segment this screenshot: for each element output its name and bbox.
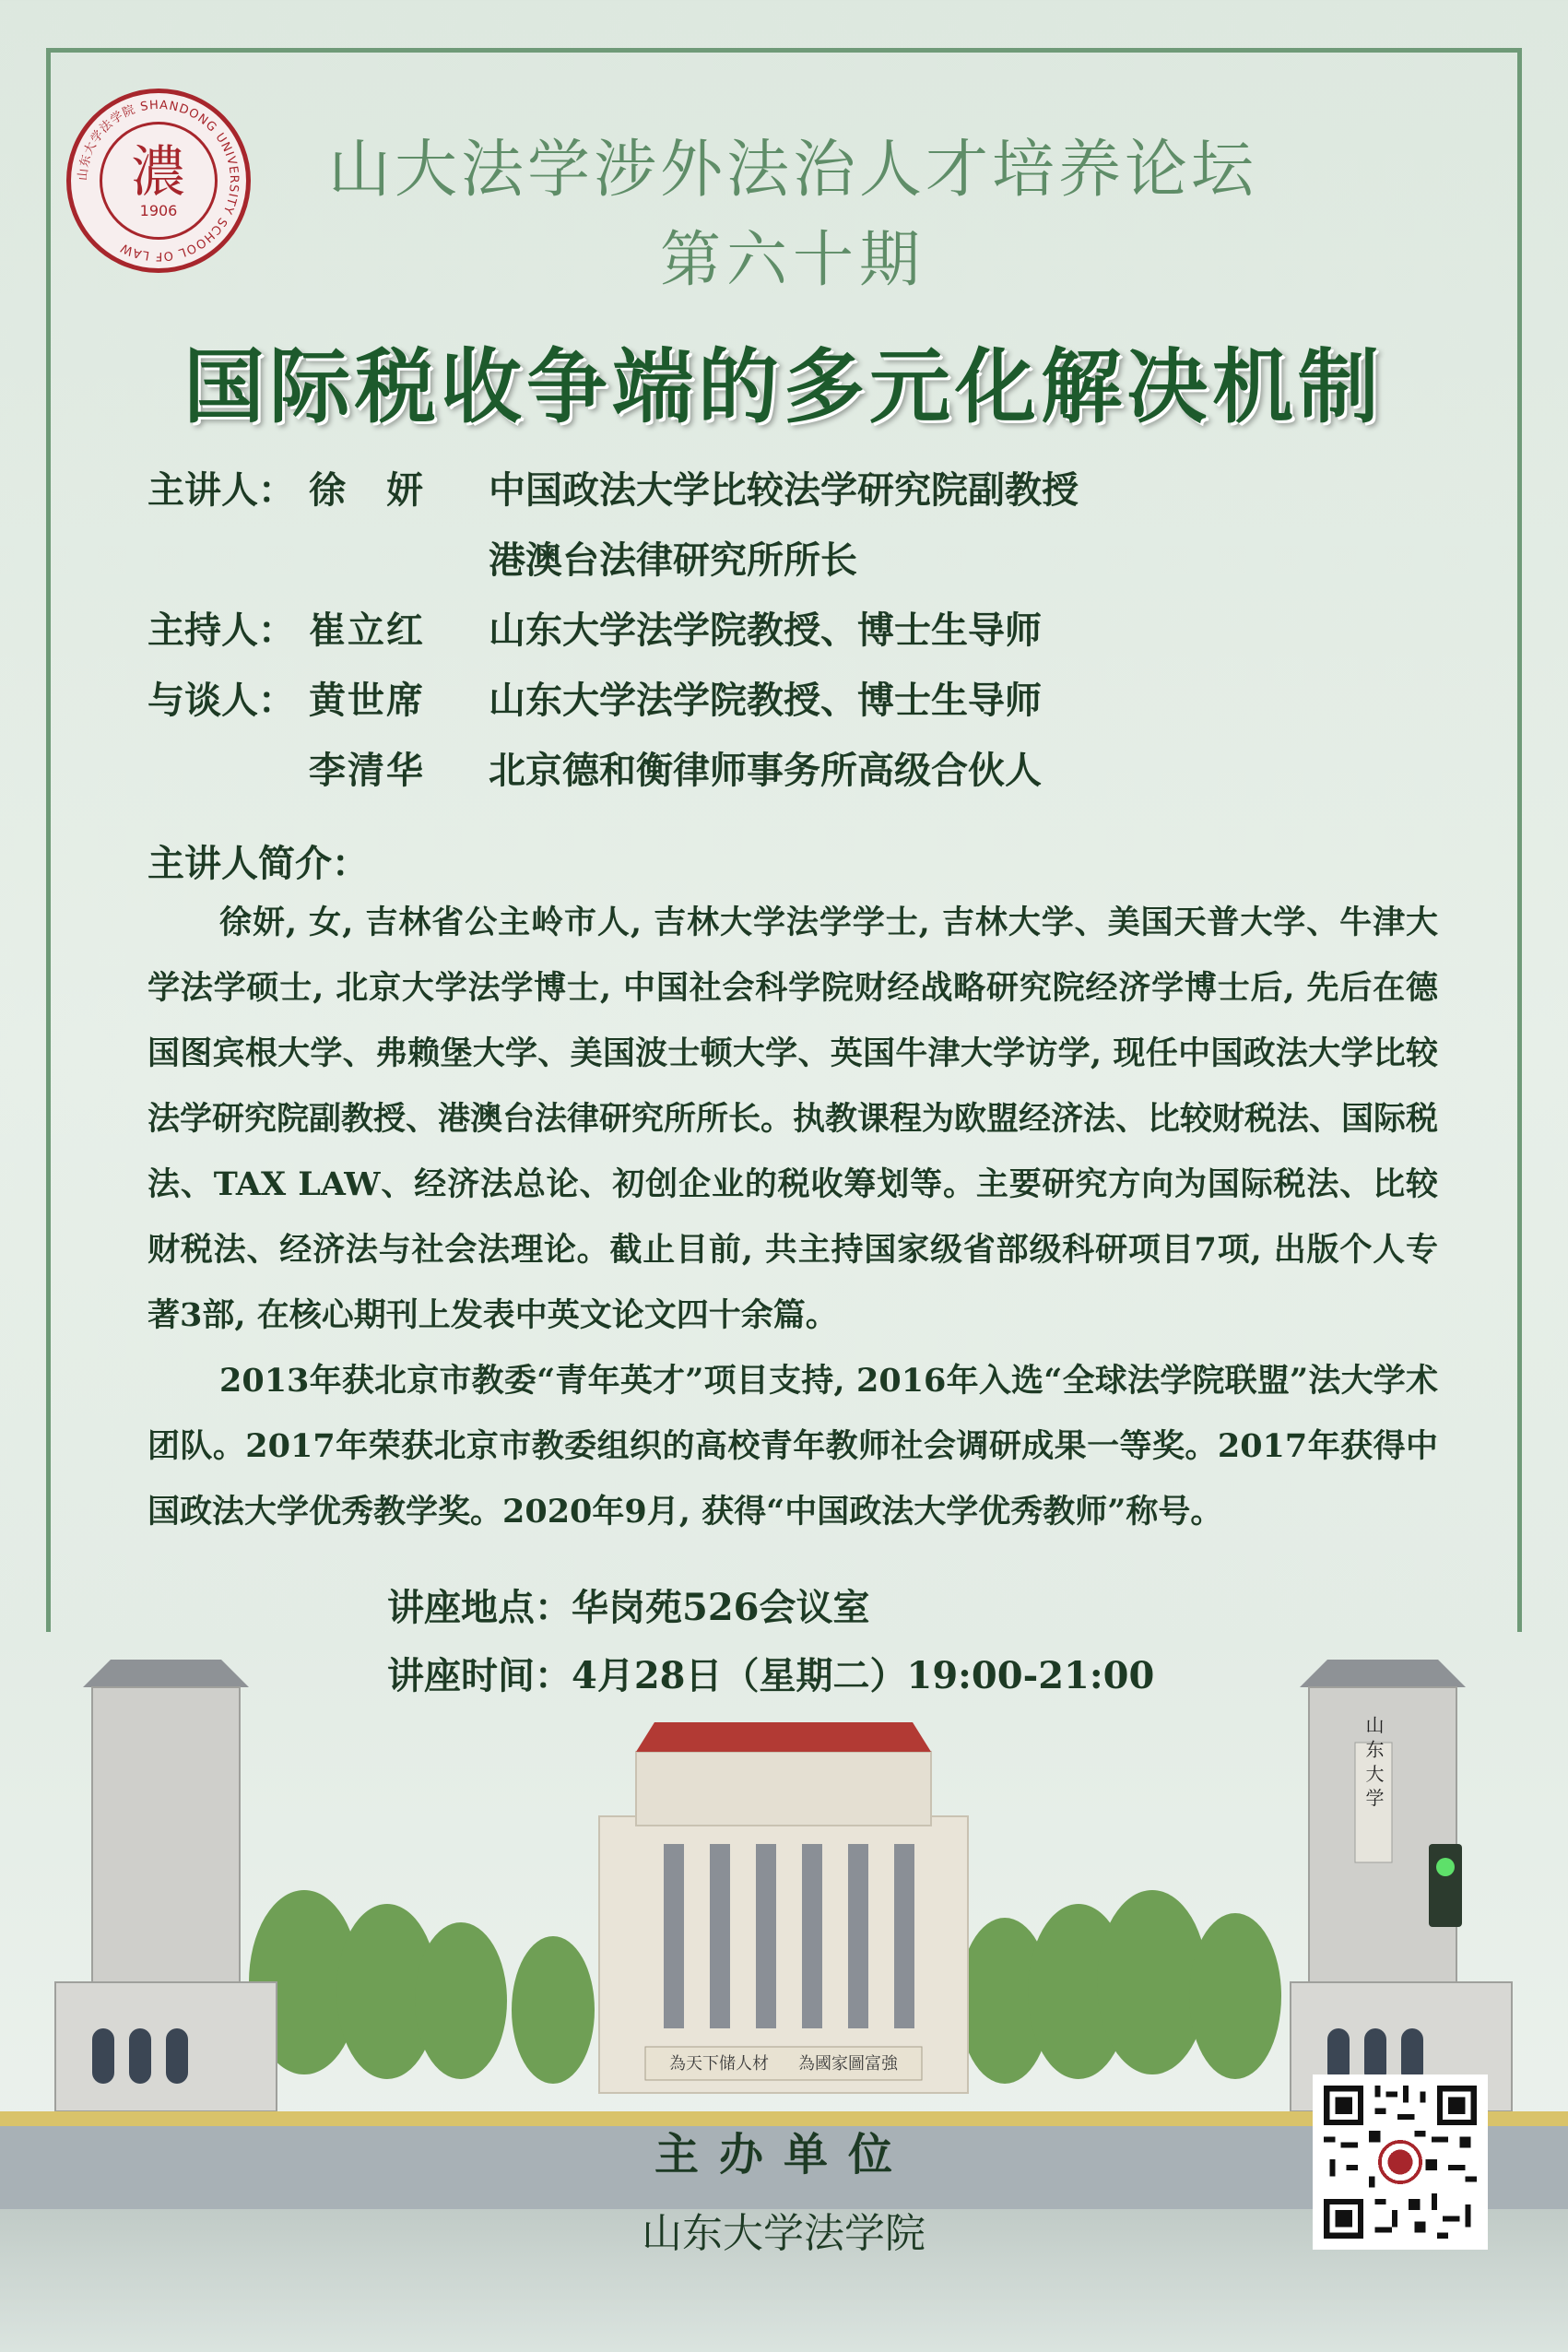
person-title: 山东大学法学院教授、博士生导师 — [489, 609, 1042, 652]
role-label: 与谈人： — [147, 679, 295, 722]
person-name: 黄世席 — [309, 679, 425, 722]
lecture-title: 国际税收争端的多元化解决机制 — [183, 339, 1384, 434]
forum-title: 山大法学涉外法治人才培养论坛 — [327, 134, 1257, 207]
location-value: 华岗苑526会议室 — [572, 1586, 870, 1629]
role-label: 主持人： — [147, 609, 295, 652]
speaker-row-2 — [147, 522, 1438, 592]
participants — [147, 452, 1438, 802]
discussant-row-2 — [147, 732, 1438, 802]
person-title: 中国政法大学比较法学研究院副教授 — [489, 468, 1079, 512]
school-seal-icon — [66, 89, 251, 273]
seal-glyph: 濃 — [131, 139, 186, 205]
time-row — [387, 1647, 1154, 1715]
person-title: 北京德和衡律师事务所高级合伙人 — [489, 749, 1042, 792]
discussant-row — [147, 662, 1438, 732]
person-name: 徐 妍 — [309, 468, 425, 512]
seal-ring-text: 山东大学法学院 SHANDONG UNIVERSITY SCHOOL OF LAW — [76, 98, 242, 264]
issue-number: 第六十期 — [660, 224, 925, 295]
gate-plaque: 山 东 大 学 — [1362, 1715, 1385, 1807]
lecture-info — [387, 1578, 1154, 1715]
location-row — [387, 1578, 1154, 1647]
bio-paragraph: 徐妍, 女, 吉林省公主岭市人, 吉林大学法学学士, 吉林大学、美国天普大学、牛津大学法学硕士, 北京大学法学博士, 中国社会科学院财经战略研究院经济学博士后, 先后在德国图宾根大学、弗赖堡大学、美国波士顿大学、英国牛津大学访学, 现任中国政法大学比较法学研究院副教授、港澳台法律研究所所长。执教课程为欧盟经济法、比较财税法、国际税法、TAX LAW、经济法总论、初创企业的税收筹划等。主要研究方向为国际税法、比较财税法、经济法与社会法理论。截止目前, 共主持国家级省部级科研项目7项, 出版个人专著3部, 在核心期刊上发表中英文论文四十余篇。 — [147, 904, 1439, 1334]
svg-text:山东大学法学院 SHANDONG UNIVERSITY SC — [77, 99, 241, 263]
seal-year: 1906 — [139, 201, 178, 219]
bio-paragraph: 2013年获北京市教委“青年英才”项目支持, 2016年入选“全球法学院联盟”法大学术团队。2017年荣获北京市教委组织的高校青年教师社会调研成果一等奖。2017年获得中国政法大学优秀教学奖。2020年9月, 获得“中国政法大学优秀教师”称号。 — [147, 1362, 1438, 1531]
time-label: 讲座时间： — [387, 1654, 572, 1697]
time-value: 4月28日（星期二）19:00-21:00 — [572, 1654, 1155, 1697]
main-building — [599, 1722, 968, 2093]
speaker-bio — [147, 890, 1438, 1544]
person-name: 崔立红 — [309, 609, 425, 652]
speaker-row — [147, 452, 1438, 522]
role-label: 主讲人： — [147, 468, 295, 512]
location-label: 讲座地点： — [387, 1586, 572, 1629]
banner-left-text: 為天下储人材 — [669, 2054, 769, 2074]
bio-heading: 主讲人简介： — [147, 842, 369, 885]
sponsor-label: 主办单位 — [654, 2129, 913, 2181]
host-row — [147, 592, 1438, 662]
person-title: 港澳台法律研究所所长 — [489, 538, 857, 582]
qr-code-icon[interactable] — [1313, 2074, 1488, 2250]
person-name: 李清华 — [309, 749, 425, 792]
sponsor-name: 山东大学法学院 — [642, 2210, 925, 2257]
banner-right-text: 為國家圖富強 — [798, 2054, 898, 2074]
person-title: 山东大学法学院教授、博士生导师 — [489, 679, 1042, 722]
